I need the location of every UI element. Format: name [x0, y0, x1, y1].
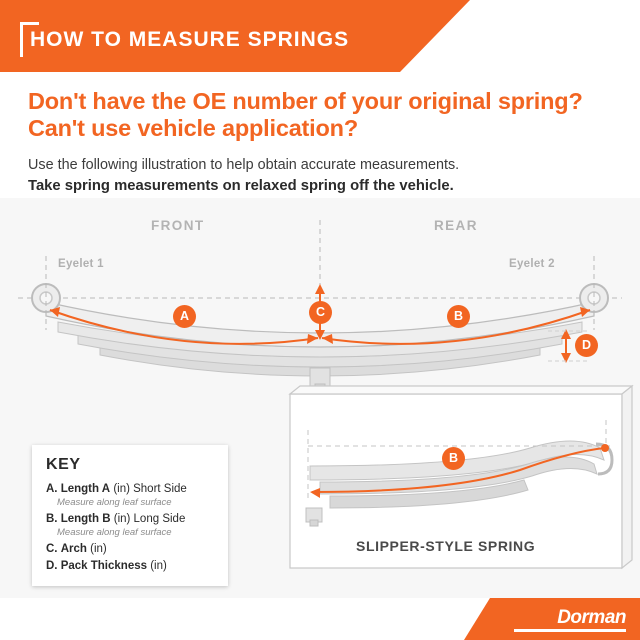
key-item-d-unit: (in) [150, 560, 167, 572]
key-item-d-label: Pack Thickness [60, 560, 148, 572]
key-item-d-marker: D. [46, 560, 58, 572]
badge-a: A [173, 305, 196, 328]
front-label: FRONT [151, 218, 205, 233]
intro-line-1: Use the following illustration to help obtain accurate measurements. [28, 157, 460, 173]
key-item-b-line [46, 512, 222, 526]
key-item-b-label: Length B [60, 513, 111, 525]
key-item-a-unit: (in) Short Side [113, 483, 187, 495]
page-title: HOW TO MEASURE SPRINGS [30, 28, 350, 51]
key-item-a-marker: A. [46, 483, 58, 495]
intro-line-2: Take spring measurements on relaxed spring off the vehicle. [28, 178, 454, 194]
key-item-b-note: Measure along leaf surface [57, 527, 172, 538]
badge-b: B [447, 305, 470, 328]
brand-logo: Dorman [557, 607, 626, 628]
key-item-a-note: Measure along leaf surface [57, 497, 172, 508]
key-item-c-label: Arch [60, 543, 87, 555]
key-item-d-line [46, 559, 222, 573]
key-item-c-marker: C. [46, 543, 58, 555]
badge-c: C [309, 301, 332, 324]
key-box [32, 445, 228, 586]
slipper-style-spring-title: SLIPPER-STYLE SPRING [356, 538, 536, 554]
footer-bar [0, 598, 640, 640]
key-item-a-line [46, 482, 222, 496]
key-item-a-label: Length A [60, 483, 111, 495]
key-title: KEY [46, 456, 81, 473]
eyelet-1-label: Eyelet 1 [58, 258, 104, 270]
badge-b-slipper: B [442, 447, 465, 470]
headline: Don't have the OE number of your original spring? Can't use vehicle application? [28, 88, 583, 141]
key-item-c-unit: (in) [90, 543, 107, 555]
eyelet-2-label: Eyelet 2 [509, 258, 555, 270]
key-item-b-unit: (in) Long Side [113, 513, 186, 525]
brand-logo-underline [514, 629, 626, 632]
key-item-c [46, 542, 222, 556]
rear-label: REAR [434, 218, 478, 233]
header-bar [0, 0, 640, 72]
key-item-a [46, 482, 222, 509]
key-item-b-marker: B. [46, 513, 58, 525]
key-item-d [46, 559, 222, 573]
badge-d: D [575, 334, 598, 357]
key-list [46, 482, 222, 576]
key-item-b [46, 512, 222, 539]
key-item-c-line [46, 542, 222, 556]
